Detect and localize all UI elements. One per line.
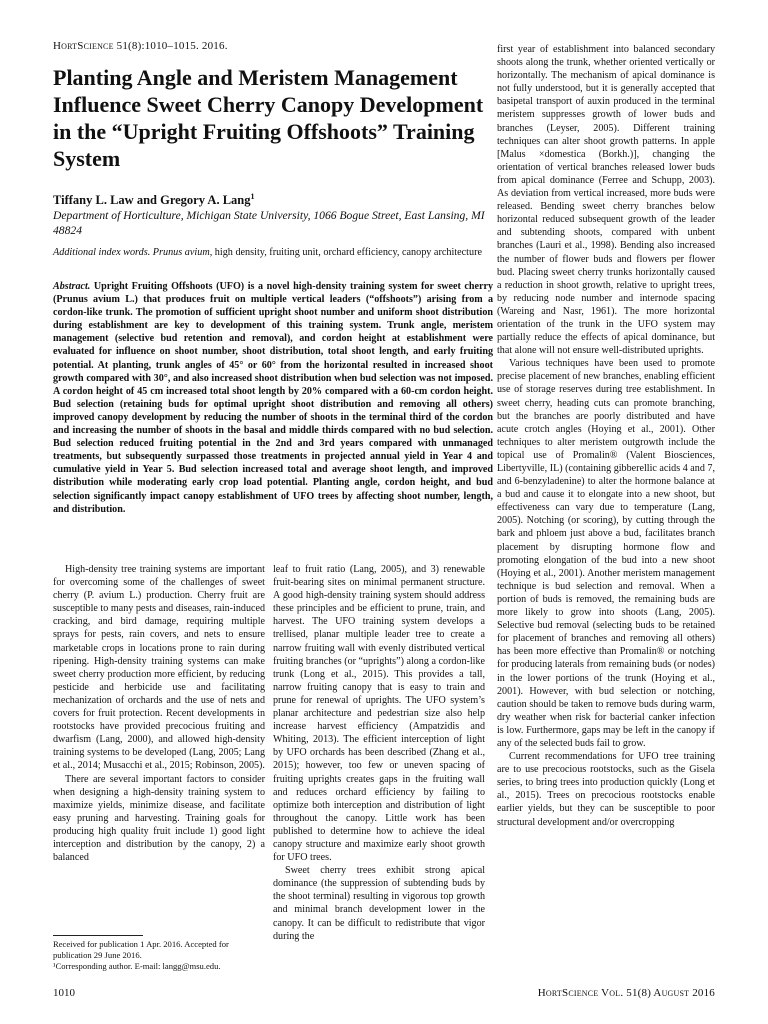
- abstract: [53, 280, 493, 516]
- body-paragraph: first year of establishment into balanced secondary shoots along the trunk, whether oriented vertically or horizontally. The mechanism of apical dominance is not fully understood, but it is generally accepted that basipetal transport of auxin produced in the terminal meristem suppresses growth of lower buds and branches (Leyser, 2005). Different training techniques can alter shoot growth patterns. In apple [Malus ×domestica (Borkh.)], changing the orientation of vertical branches released lower buds from apical dominance (Ferree and Schupp, 2003). As deviation from vertical increased, more buds were released. Bending sweet cherry branches below horizontal reduced subsequent growth of the leader and subtending shoots, compared with unbent branches (Lauri et al., 1998). Bending also increased the number of flower buds and flowers per flower bud. Placing sweet cherry trunks horizontally caused a reduction in shoot growth, relative to upright trees, by reducing node number and internode spacing (Wareing and Nasr, 1961). The more horizontal orientation of the trunk in the UFO system may partially reduce the effects of apical dominance, but that alone will not ensure well-distributed uprights.: [497, 44, 715, 357]
- footnote-divider: [53, 935, 143, 936]
- index-words: [53, 246, 493, 259]
- journal-header: HortScience 51(8):1010–1015. 2016.: [53, 40, 228, 52]
- page-number: 1010: [53, 987, 75, 999]
- footnote-corresponding-author: ¹Corresponding author. E-mail: langg@msu.edu.: [53, 961, 221, 971]
- body-column-3: [497, 43, 715, 829]
- body-paragraph: Sweet cherry trees exhibit strong apical dominance (the suppression of subtending buds by the shoot terminal) resulting in vigorous top growth and minimal branch development lower in the canopy. It can be difficult to redistribute that vigor during the: [273, 865, 485, 942]
- abstract-label: Abstract.: [53, 281, 91, 292]
- body-column-1: [53, 563, 265, 864]
- body-paragraph: Various techniques have been used to promote precise placement of new branches, enabling efficient use of storage reserves during tree establishment. In sweet cherry, heading cuts can promote branching, but the branches are poorly distributed and have acute crotch angles (Hoying et al., 2001). Other techniques to alter meristem outgrowth include the topical use of Promalin® (Valent Biosciences, Libertyville, IL) (containing gibberellic acids 4 and 7, and 6-benzyladenine) to alter the hormone balance at a bud and cause it to elongate into a new shoot, but effectiveness can vary due to temperature (Lang, 2005). Notching (or scoring), by cutting through the bark and phloem just above a bud, facilitates branch placement by disrupting hormone flow and promoting elongation of the bud into a new shoot (Hoying et al., 2001). Another meristem management technique is bud selection and removal. When a portion of buds is removed, the remaining buds are more likely to grow into shoots (Lang, 2005). Selective bud removal (selecting buds to be retained for placement of branches and removing all others) has been more effective than Promalin® or notching for producing laterals from remaining buds (or nodes) in the lower portions of the trunk (Hoying et al., 2001). However, with bud selection or notching, caution should be taken to remove buds during warm, dry weather when risk for bacterial canker infection is low. Furthermore, gaps may be left in the canopy if any of the selected buds fail to grow.: [497, 358, 715, 749]
- affiliation: Department of Horticulture, Michigan State University, 1066 Bogue Street, East Lansing, MI 48824: [53, 209, 485, 237]
- footnote-received: Received for publication 1 Apr. 2016. Accepted for publication 29 June 2016.: [53, 939, 229, 960]
- index-words-label: Additional index words.: [53, 247, 151, 258]
- index-words-species: Prunus avium: [152, 247, 210, 258]
- footnotes: [53, 939, 265, 972]
- author-names: Tiffany L. Law and Gregory A. Lang: [53, 193, 251, 208]
- body-paragraph: Current recommendations for UFO tree training are to use precocious rootstocks, such as the Gisela series, to bring trees into production quickly (Long et al., 2015). Trees on precocious rootstocks enable earlier yields, but they can be susceptible to poor structural development and/or overcropping: [497, 751, 715, 828]
- body-paragraph: High-density tree training systems are important for overcoming some of the challenges of sweet cherry (P. avium L.) production. Cherry fruit are susceptible to many pests and diseases, rain-induced cracking, and bird damage, requiring multiple sprays for pests, rain covers, and nets to ensure marketable crops in locations prone to rain during ripening. High-density training systems can make sweet cherry production more efficient, by reducing pesticide and herbicide use and facilitating mechanization of orchards and the use of nets and covers for fruit protection. Recent developments in rootstocks have provided precocious fruiting and dwarfism (Lang, 2000), and allowed high-density training systems to be developed (Lang, 2005; Lang et al., 2014; Musacchi et al., 2015; Robinson, 2005).: [53, 564, 265, 772]
- footer-journal: HortScience Vol. 51(8) August 2016: [537, 987, 715, 999]
- corresponding-author-mark: 1: [250, 192, 255, 201]
- body-column-2: [273, 563, 485, 943]
- article-title: Planting Angle and Meristem Management Influence Sweet Cherry Canopy Development in the “Upright Fruiting Offshoots” Training System: [53, 65, 484, 171]
- index-words-text: , high density, fruiting unit, orchard efficiency, canopy architecture: [209, 247, 483, 258]
- authors: [53, 192, 255, 208]
- abstract-text: Upright Fruiting Offshoots (UFO) is a novel high-density training system for sweet cherry (Prunus avium L.) that produces fruit on multiple vertical leaders (“offshoots”) arising from a cordon-like trunk. The promotion of sufficient upright shoot number and uniform shoot distribution during establishment are key to development of this training system. Trunk angle, meristem management (selective bud retention and removal), and cordon height at establishment were evaluated for influence on shoot number, shoot distribution, total shoot length, and early fruiting potential. At planting, trunk angles of 45° or 60° from the horizontal resulted in increased shoot growth compared with 30°, and also increased shoot distribution when bud selection was not imposed. A cordon height of 45 cm increased total shoot length by 20% compared with a 60-cm cordon height. Bud selection (retaining buds for optimal upright shoot distribution and removing all others) improved canopy development by reducing the number of shoots in the terminal third of the cordon and increasing the number of shoots in the basal and middle thirds compared with no bud selection. Bud selection reduced fruiting potential in the 2nd and 3rd years compared with unmanaged treatments, but subsequently surpassed those treatments in projected annual yield in Year 4 and cumulative yield in Year 5. Bud selection increased total and average shoot length, and improved distribution while moderating early crop load potential. Planting angle, cordon height, and bud selection significantly impact canopy establishment of UFO trees by affecting shoot number, length, and distribution.: [53, 281, 493, 515]
- body-paragraph: There are several important factors to consider when designing a high-density training system to maximize yields, minimize disease, and facilitate easy pruning and harvesting. Training goals for producing high quality fruit include 1) good light interception and distribution by the canopy, 2) a balanced: [53, 773, 265, 864]
- body-paragraph: leaf to fruit ratio (Lang, 2005), and 3) renewable fruit-bearing sites on minimal permanent structure. A good high-density training system should address these principles and be efficient to prune, train, and harvest. The UFO training system develops a trellised, planar multiple leader tree to create a narrow fruiting wall with evenly distributed vertical fruiting branches (or “uprights”) along a cordon-like trunk (Long et al., 2015). This provides a tall, narrow fruiting canopy that is easy to train and prune for renewal of uprights. The UFO system’s planar architecture and pedestrian size also help increase harvest efficiency (Ampatzidis and Whiting, 2013). The efficient interception of light by UFO orchards has been described (Zhang et al., 2015); however, too few or uneven spacing of fruiting uprights creates gaps in the fruiting wall and reduces orchard efficiency by failing to optimize both interception and distribution of light throughout the canopy. Little work has been published to determine how to achieve the ideal canopy structure and maximize early shoot growth for UFO trees.: [273, 564, 485, 864]
